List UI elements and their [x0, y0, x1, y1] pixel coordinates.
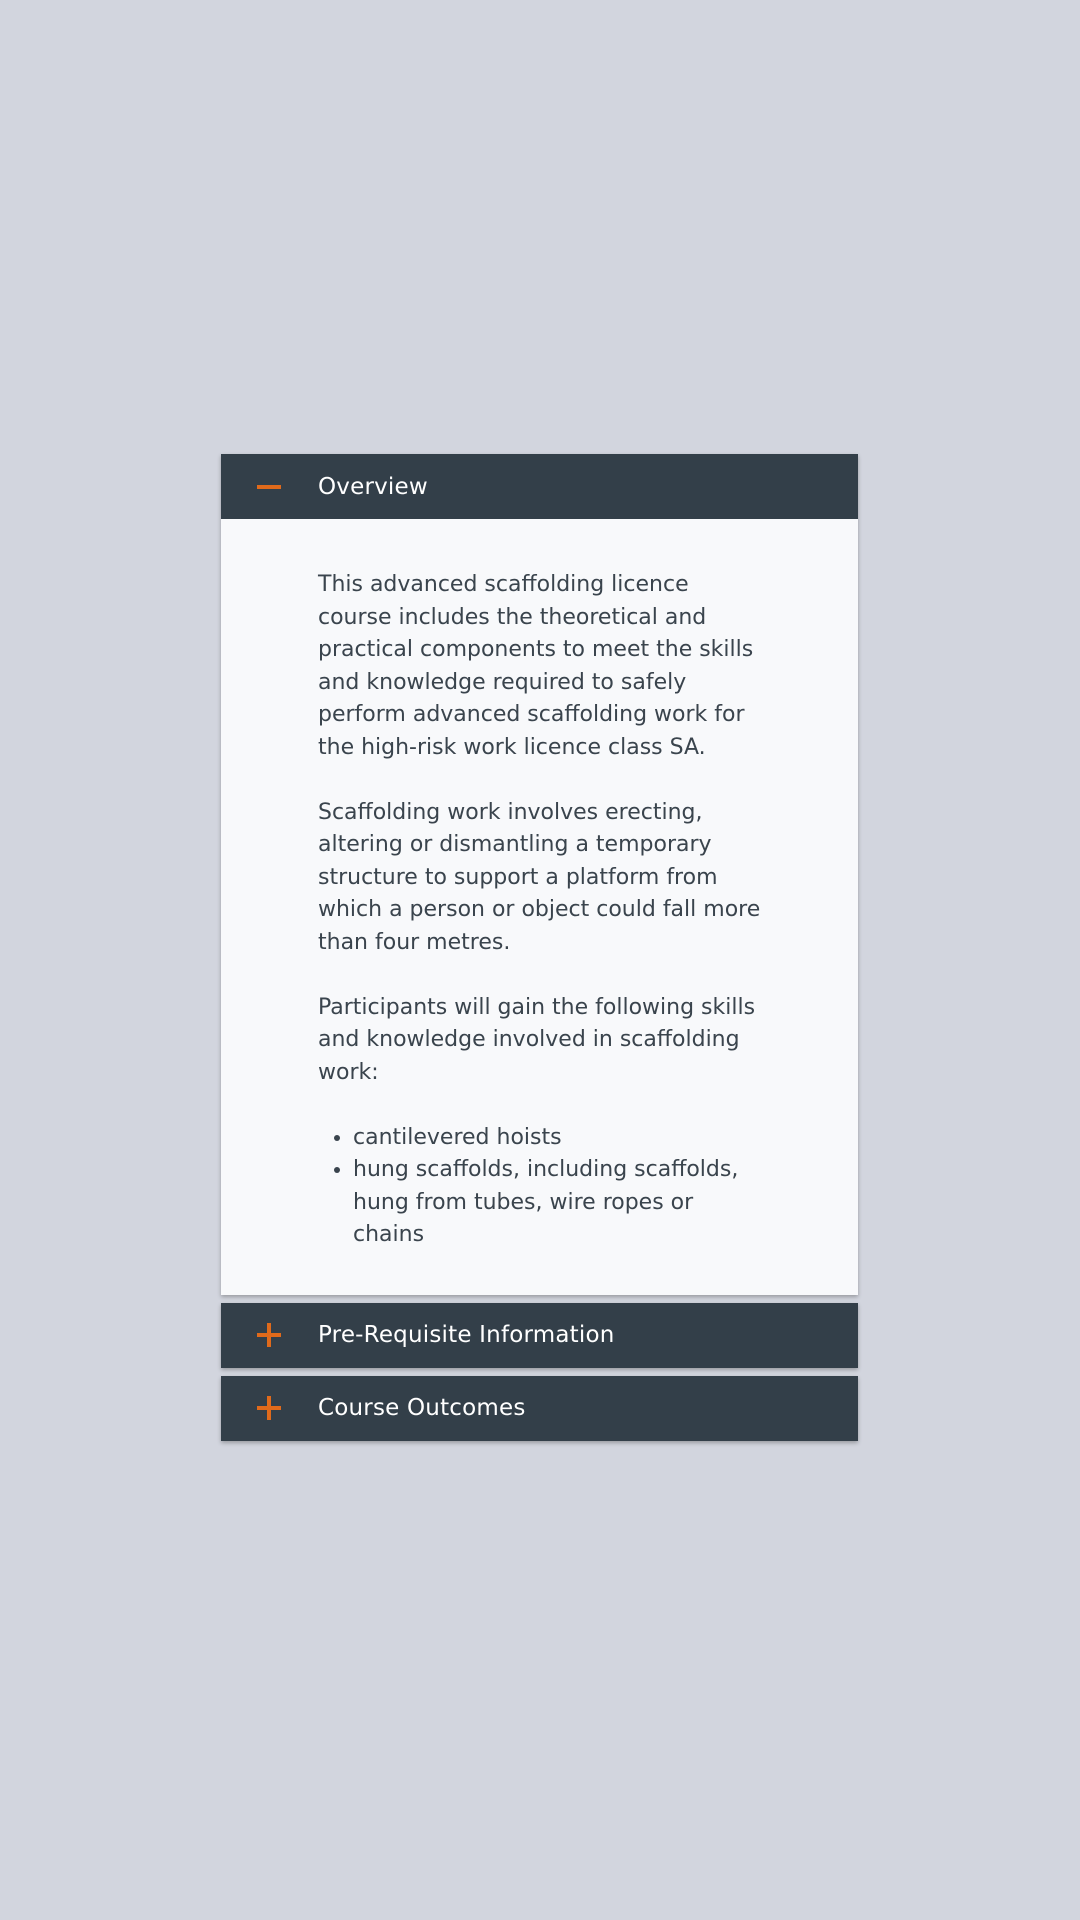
overview-paragraph: This advanced scaffolding licence course includes the theoretical and practical components to meet the skills and knowledge required to safely perform advanced scaffolding work for the high-risk work licence class SA.: [318, 572, 754, 760]
accordion-title-overview: Overview: [318, 473, 428, 500]
accordion-panel-overview: [221, 454, 858, 1295]
accordion-panel-course-outcomes: [221, 1376, 858, 1441]
accordion-body-overview: [221, 519, 858, 1295]
plus-icon[interactable]: [257, 1396, 281, 1420]
accordion-title-prerequisite: Pre-Requisite Information: [318, 1322, 615, 1348]
accordion-header-prerequisite[interactable]: [221, 1303, 858, 1368]
list-item: • cantilevered hoists: [353, 1122, 768, 1155]
accordion-header-overview[interactable]: [221, 454, 858, 519]
accordion-header-course-outcomes[interactable]: [221, 1376, 858, 1441]
skills-list: [318, 1122, 768, 1252]
course-accordion: [221, 454, 858, 1449]
overview-paragraph: Participants will gain the following skills and knowledge involved in scaffolding work:: [318, 994, 756, 1085]
plus-icon[interactable]: [257, 1323, 281, 1347]
minus-icon[interactable]: [257, 475, 281, 499]
accordion-title-course-outcomes: Course Outcomes: [318, 1395, 526, 1421]
list-item: • hung scaffolds, including scaffolds, hung from tubes, wire ropes or chains: [353, 1154, 768, 1252]
accordion-panel-prerequisite: [221, 1303, 858, 1368]
overview-paragraph: Scaffolding work involves erecting, altering or dismantling a temporary structure to support a platform from which a person or object could fall more than four metres.: [318, 799, 761, 955]
